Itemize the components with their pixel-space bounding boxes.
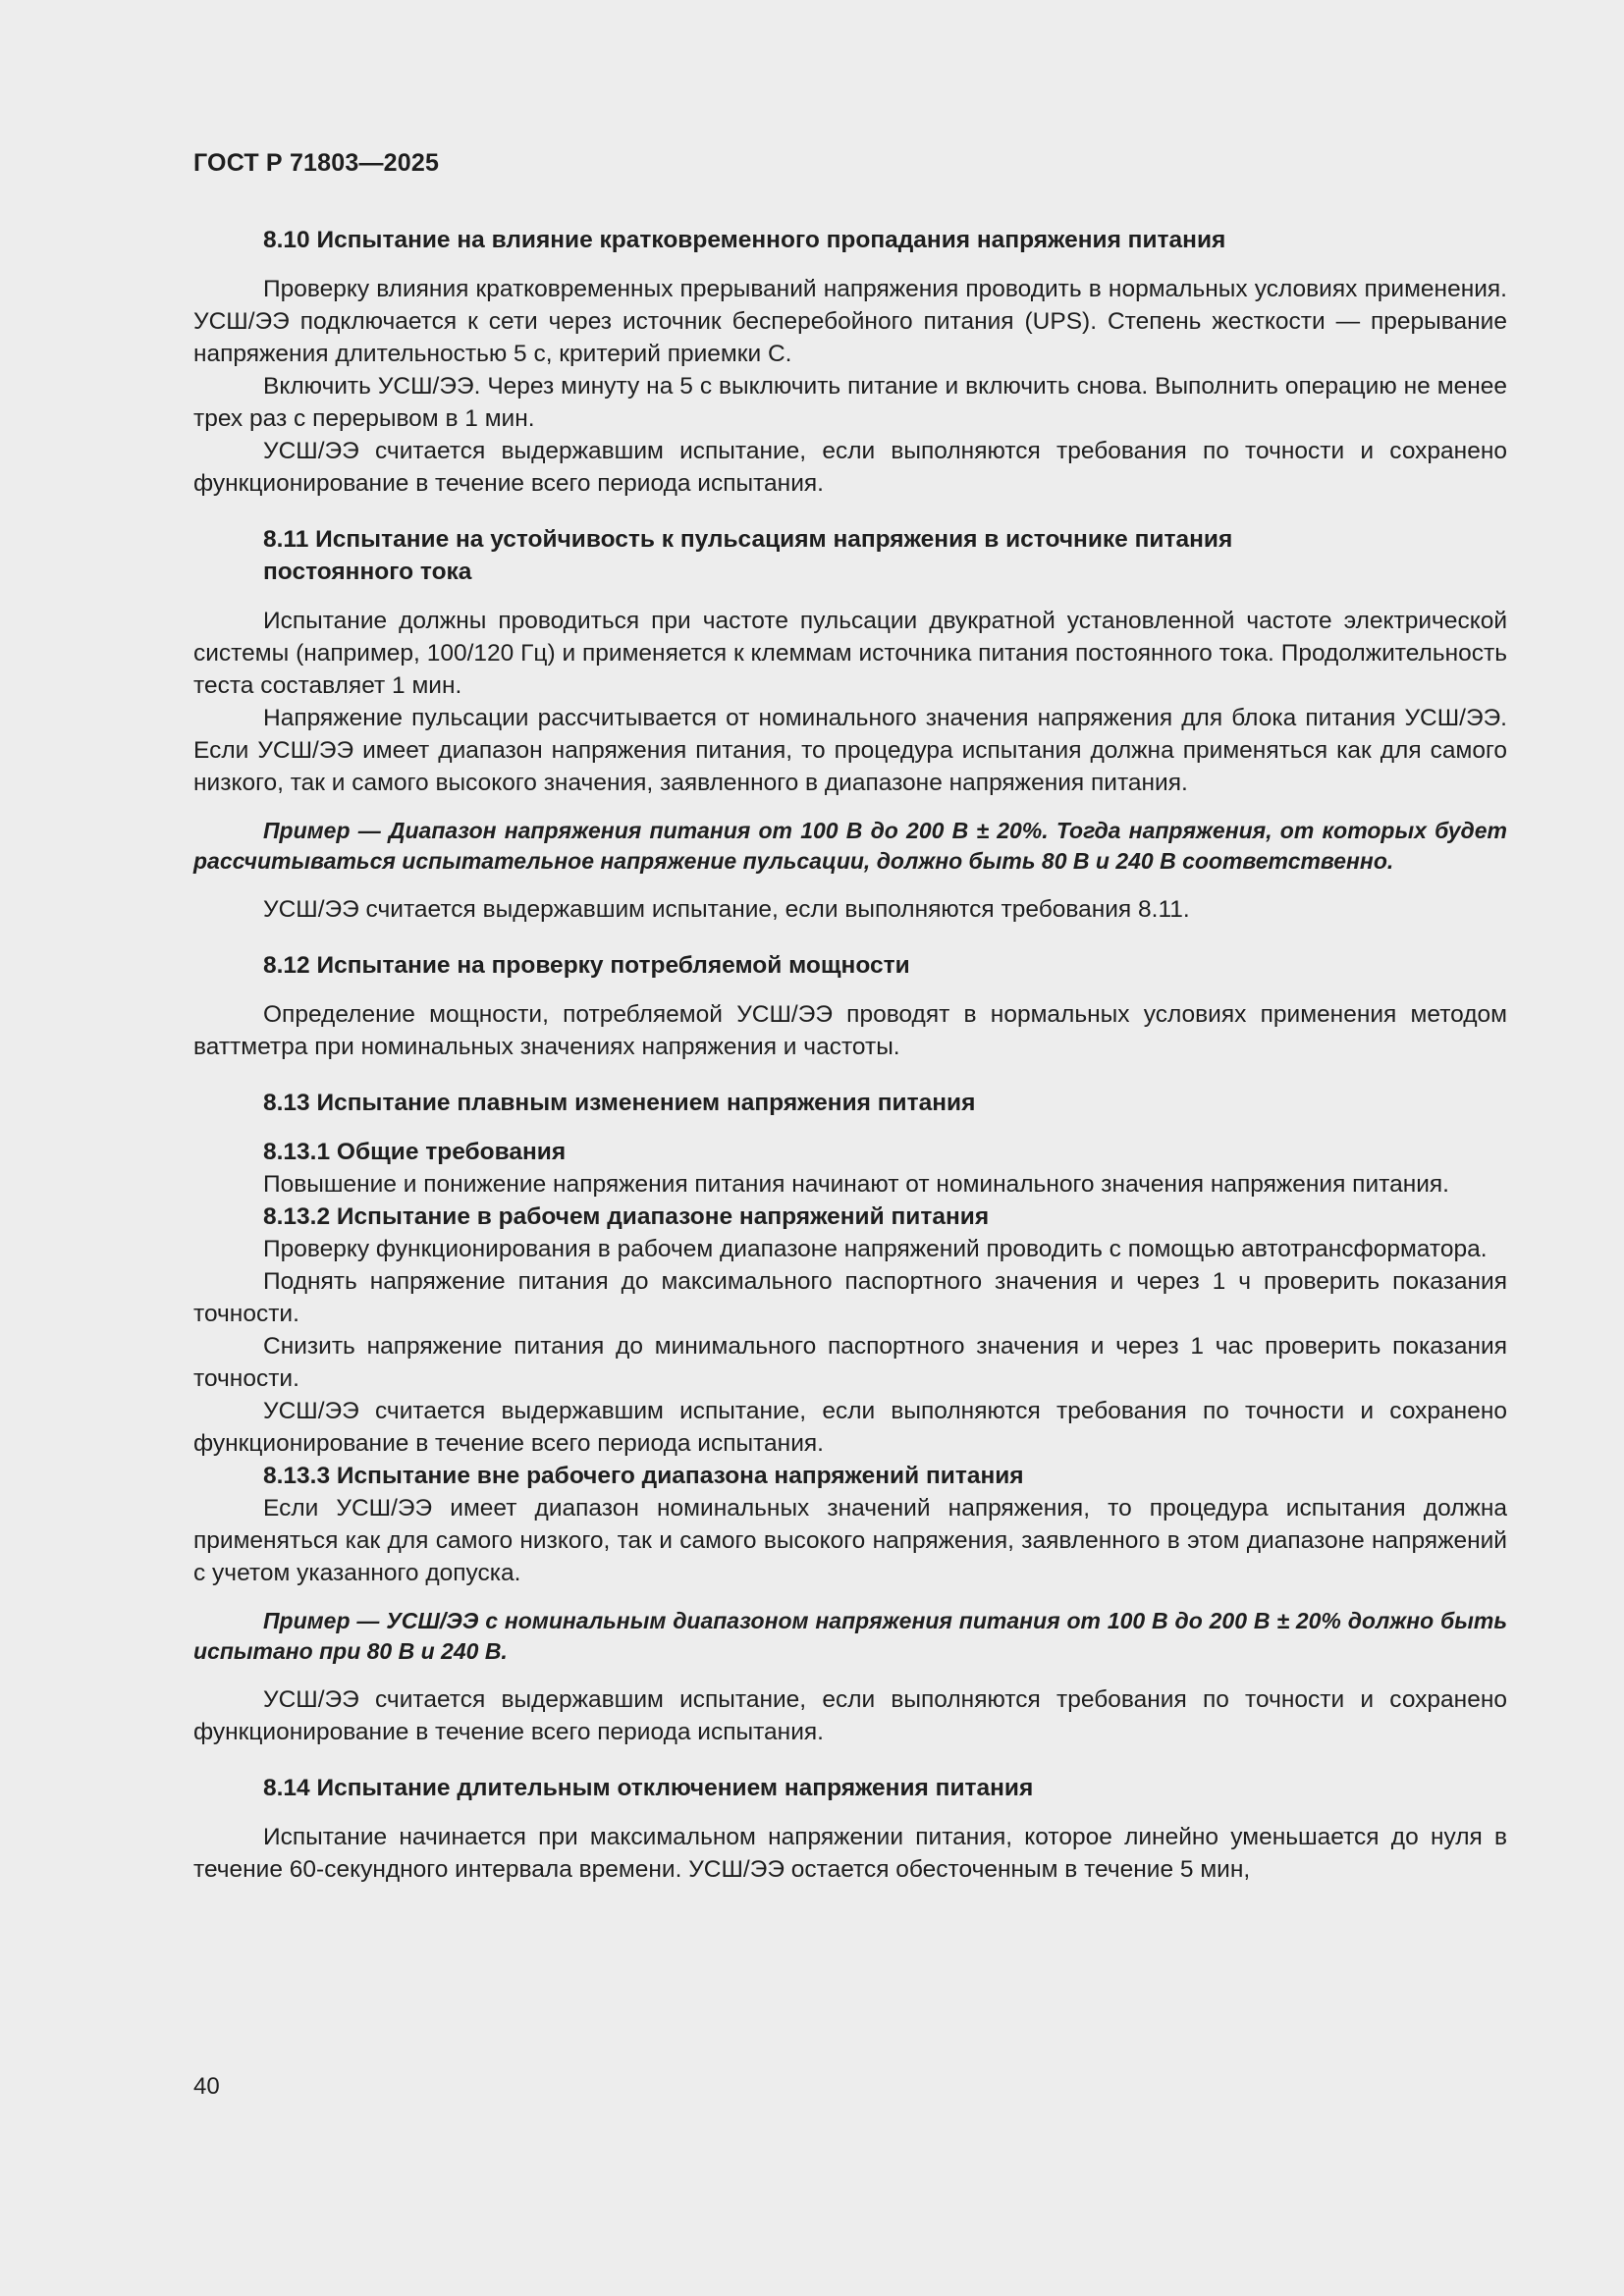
section-8-13-1-title: 8.13.1 Общие требования (263, 1139, 567, 1165)
section-8-13-3-title: 8.13.3 Испытание вне рабочего диапазона напряжений питания (263, 1463, 1024, 1489)
section-8-13-2-paragraph-2: Поднять напряжение питания до максимального паспортного значения и через 1 ч проверить показания точности. (193, 1268, 1507, 1327)
section-8-11-paragraph-3: УСШ/ЭЭ считается выдержавшим испытание, если выполняются требования 8.11. (263, 896, 1190, 923)
section-8-13-3-paragraph-1: Если УСШ/ЭЭ имеет диапазон номинальных значений напряжения, то процедура испытания должна применяться как для самого низкого, так и самого высокого напряжения, заявленного в этом диапазоне напряжений с учетом указанного допуска. (193, 1495, 1507, 1586)
section-8-11-title (193, 523, 1507, 588)
section-8-13-2-paragraph-1: Проверку функционирования в рабочем диапазоне напряжений проводить с помощью автотрансформатора. (263, 1236, 1488, 1262)
section-8-11-example: Пример — Диапазон напряжения питания от 100 В до 200 В ± 20%. Тогда напряжения, от которых будет рассчитываться испытательное напряжение пульсации, должно быть 80 В и 240 В соответственно. (193, 818, 1507, 874)
section-8-13-3-example: Пример — УСШ/ЭЭ с номинальным диапазоном напряжения питания от 100 В до 200 В ± 20% должно быть испытано при 80 В и 240 В. (193, 1608, 1507, 1664)
section-8-13-2-paragraph-4: УСШ/ЭЭ считается выдержавшим испытание, если выполняются требования по точности и сохранено функционирование в течение всего периода испытания. (193, 1398, 1507, 1457)
section-8-11-paragraph-1: Испытание должны проводиться при частоте пульсации двукратной установленной частоте электрической системы (например, 100/120 Гц) и применяется к клеммам источника питания постоянного тока. Продолжительность теста составляет 1 мин. (193, 608, 1507, 699)
page-number: 40 (193, 2073, 220, 2100)
section-8-11-title-line-1: 8.11 Испытание на устойчивость к пульсациям напряжения в источнике питания (263, 526, 1233, 553)
section-8-12-title: 8.12 Испытание на проверку потребляемой мощности (263, 952, 910, 979)
section-8-13-1-paragraph-1: Повышение и понижение напряжения питания начинают от номинального значения напряжения питания. (263, 1171, 1449, 1198)
document-body (193, 224, 1507, 1886)
section-8-13-2-title: 8.13.2 Испытание в рабочем диапазоне напряжений питания (263, 1203, 990, 1230)
section-8-13-2-paragraph-3: Снизить напряжение питания до минимального паспортного значения и через 1 час проверить показания точности. (193, 1333, 1507, 1392)
section-8-10-title: 8.10 Испытание на влияние кратковременного пропадания напряжения питания (263, 227, 1226, 253)
section-8-10-paragraph-2: Включить УСШ/ЭЭ. Через минуту на 5 с выключить питание и включить снова. Выполнить операцию не менее трех раз с перерывом в 1 мин. (193, 373, 1507, 432)
section-8-11-paragraph-2: Напряжение пульсации рассчитывается от номинального значения напряжения для блока питания УСШ/ЭЭ. Если УСШ/ЭЭ имеет диапазон напряжения питания, то процедура испытания должна применяться как для самого низкого, так и самого высокого значения, заявленного в диапазоне напряжения питания. (193, 705, 1507, 796)
section-8-10-paragraph-1: Проверку влияния кратковременных прерываний напряжения проводить в нормальных условиях применения. УСШ/ЭЭ подключается к сети через источник бесперебойного питания (UPS). Степень жесткости — прерывание напряжения длительностью 5 с, критерий приемки С. (193, 276, 1507, 367)
section-8-11-title-line-2: постоянного тока (263, 559, 472, 585)
section-8-10-paragraph-3: УСШ/ЭЭ считается выдержавшим испытание, если выполняются требования по точности и сохранено функционирование в течение всего периода испытания. (193, 438, 1507, 497)
section-8-13-title: 8.13 Испытание плавным изменением напряжения питания (263, 1090, 976, 1116)
section-8-12-paragraph-1: Определение мощности, потребляемой УСШ/ЭЭ проводят в нормальных условиях применения методом ваттметра при номинальных значениях напряжения и частоты. (193, 1001, 1507, 1060)
section-8-13-3-paragraph-2: УСШ/ЭЭ считается выдержавшим испытание, если выполняются требования по точности и сохранено функционирование в течение всего периода испытания. (193, 1686, 1507, 1745)
document-code-header: ГОСТ Р 71803—2025 (193, 149, 440, 177)
section-8-14-title: 8.14 Испытание длительным отключением напряжения питания (263, 1775, 1034, 1801)
section-8-14-paragraph-1: Испытание начинается при максимальном напряжении питания, которое линейно уменьшается до нуля в течение 60-секундного интервала времени. УСШ/ЭЭ остается обесточенным в течение 5 мин, (193, 1824, 1507, 1883)
